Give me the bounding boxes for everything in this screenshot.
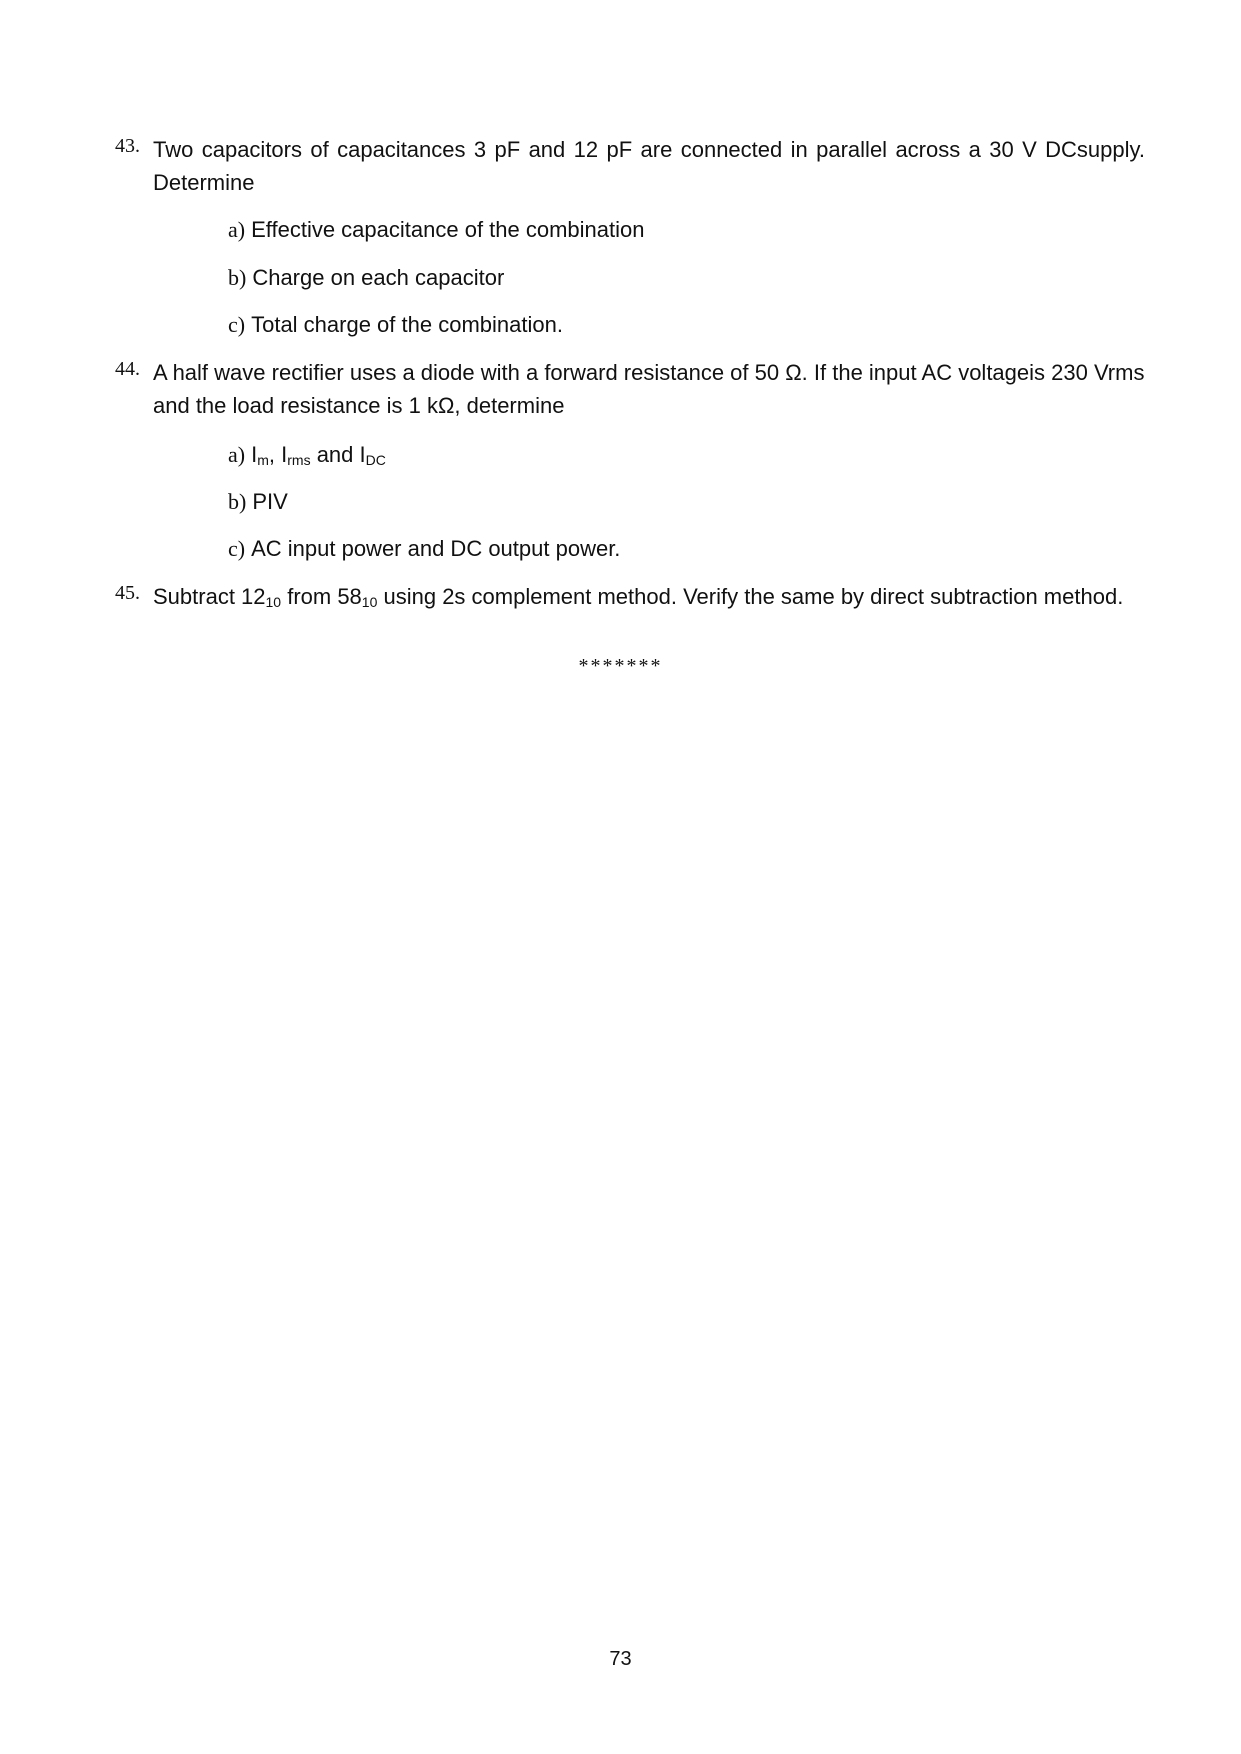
subitem-label: b): [228, 489, 247, 514]
subitem-44-b: [228, 487, 288, 517]
subitem-43-c: [228, 310, 563, 340]
current-symbol: I: [251, 442, 258, 467]
text-part: from 58: [281, 584, 362, 609]
subitem-label: a): [228, 442, 246, 467]
subitem-text: Charge on each capacitor: [252, 265, 505, 290]
question-number: 44.: [115, 358, 140, 380]
question-number: 43.: [115, 135, 140, 157]
question-text: A half wave rectifier uses a diode with a forward resistance of 50 Ω. If the input AC voltageis 230 Vrms and the load resistance is 1 kΩ, determine: [153, 360, 1145, 418]
question-43: [115, 133, 1145, 199]
text-part: using 2s complement method. Verify the same by direct subtraction method.: [377, 584, 1124, 609]
subitem-text: AC input power and DC output power.: [251, 536, 621, 561]
subitem-text: Effective capacitance of the combination: [251, 217, 645, 242]
current-symbol: I: [359, 442, 366, 467]
conjunction: and: [310, 442, 360, 467]
subitem-text: PIV: [252, 489, 288, 514]
subitem-44-a: [228, 440, 386, 470]
text-part: Subtract 12: [153, 584, 266, 609]
question-45: [115, 580, 1145, 613]
end-marks: *******: [578, 655, 663, 677]
separator: ,: [268, 442, 282, 467]
question-text: [153, 580, 1145, 613]
current-symbol: I: [281, 442, 288, 467]
subscript-rms: rms: [287, 452, 311, 468]
subscript-dc: DC: [365, 452, 386, 468]
subscript-base: 10: [265, 594, 282, 610]
subscript-base: 10: [361, 594, 378, 610]
question-text: Two capacitors of capacitances 3 pF and 12 pF are connected in parallel across a 30 V DCsupply. Determine: [153, 137, 1145, 195]
subitem-text: Total charge of the combination.: [251, 312, 563, 337]
question-44: [115, 356, 1145, 422]
subitem-label: a): [228, 217, 246, 242]
subitem-label: c): [228, 536, 246, 561]
subitem-label: b): [228, 265, 247, 290]
subitem-43-a: [228, 215, 644, 245]
subitem-label: c): [228, 312, 246, 337]
question-number: 45.: [115, 582, 140, 604]
subscript-m: m: [257, 452, 269, 468]
page-number: 73: [609, 1648, 632, 1670]
subitem-44-c: [228, 534, 620, 564]
subitem-43-b: [228, 263, 504, 293]
